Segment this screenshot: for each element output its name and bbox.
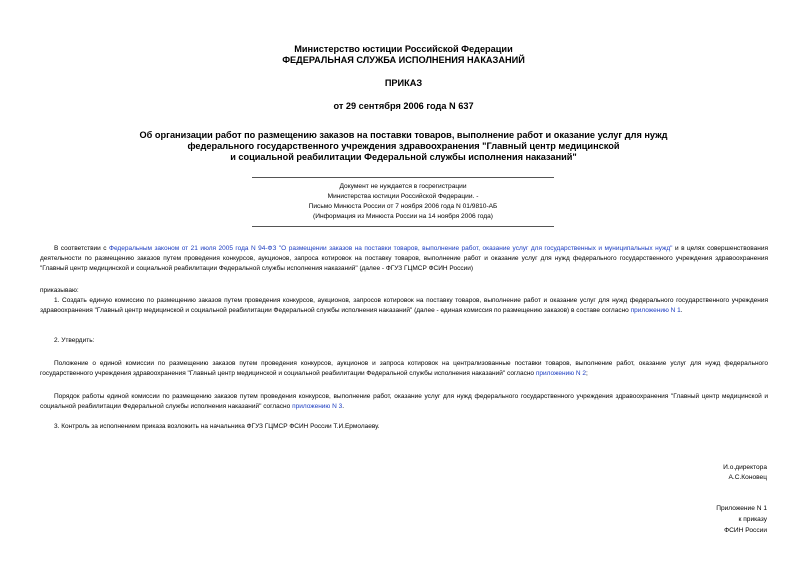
appendix-3-link[interactable]: приложению N 3 xyxy=(292,403,343,410)
item-2-heading: 2. Утвердить: xyxy=(54,337,95,344)
doc-title-line-3: и социальной реабилитации Федеральной службы исполнения наказаний" xyxy=(230,152,577,162)
federal-law-link[interactable]: Федеральным законом от 21 июля 2005 года N 94-ФЗ "О размещении заказов на поставки товаров, выполнение работ, оказание услуг для государственных и муниципальных нужд" xyxy=(109,245,673,252)
ministry-name: Министерство юстиции Российской Федерации xyxy=(294,44,513,54)
doc-date: от 29 сентября 2006 года N 637 xyxy=(333,101,474,111)
item-2b-end: . xyxy=(342,403,345,410)
preamble-paragraph xyxy=(40,244,768,274)
item-2a-end: ; xyxy=(586,370,588,377)
item-2b-paragraph xyxy=(40,392,768,412)
item-3-paragraph: 3. Контроль за исполнением приказа возложить на начальника ФГУЗ ГЦМСР ФСИН России Т.И.Ермолаеву. xyxy=(54,423,380,430)
item-2a-text: Положение о единой комиссии по размещению заказов путем проведения конкурсов, аукционов и запроса котировок на централизованные поставки товаров, выполнение работ, оказание услуг для нужд федерального государственного учреждения здравоохранения "Главный центр медицинской и социальной реабилитации Федеральной службы исполнения наказаний" согласно xyxy=(40,360,768,377)
registration-note-line-1: Документ не нуждается в госрегистрации xyxy=(339,183,467,190)
item-1-text: 1. Создать единую комиссию по размещению заказов путем проведения конкурсов, аукционов, запросов котировок на поставку товаров, выполнение работ и оказание услуг для нужд федерального государственного учреждения здравоохранения "Главный центр медицинской и социальной реабилитации Федеральной службы исполнения наказаний" (далее - единая комиссия по размещению заказов) в составе согласно xyxy=(40,297,768,314)
item-2b-text: Порядок работы единой комиссии по размещению заказов путем проведения конкурсов, выполнение работ, оказание услуг для нужд федерального государственного учреждения здравоохранения "Главный центр медицинской и социальной реабилитации Федеральной службы исполнения наказаний" согласно xyxy=(40,393,768,410)
item-1-end: . xyxy=(680,307,683,314)
appendix-1-link[interactable]: приложению N 1 xyxy=(630,307,681,314)
doc-type: ПРИКАЗ xyxy=(384,78,423,88)
signature-name: А.С.Коновец xyxy=(728,474,767,481)
appendix-line-2: к приказу xyxy=(738,516,767,523)
doc-title-line-2: федерального государственного учреждения здравоохранения "Главный центр медицинской xyxy=(187,141,620,151)
divider-bottom xyxy=(252,226,554,227)
registration-note-line-4: (Информация из Минюста России на 14 ноября 2006 года) xyxy=(313,213,493,220)
registration-note-line-3: Письмо Минюста России от 7 ноября 2006 года N 01/9810-АБ xyxy=(308,203,498,210)
doc-title-line-1: Об организации работ по размещению заказов на поставки товаров, выполнение работ и оказание услуг для нужд xyxy=(139,130,668,140)
appendix-line-1: Приложение N 1 xyxy=(716,505,767,512)
item-1-paragraph xyxy=(40,296,768,316)
preamble-end: и в целях совершенствования деятельности по размещению заказов путем проведения конкурсов, аукционов, запроса котировок на поставку товаров, выполнение работ и оказание услуг для нужд федерального государственного учреждения здравоохранения "Главный центр медицинской и социальной реабилитации Федеральной службы исполнения наказаний" (далее - ФГУЗ ГЦМСР ФСИН России) xyxy=(40,245,768,272)
item-2a-paragraph xyxy=(40,359,768,379)
signature-position: И.о.директора xyxy=(723,464,767,471)
appendix-line-3: ФСИН России xyxy=(724,527,767,534)
preamble-start: В соответствии с xyxy=(54,245,110,252)
divider-top xyxy=(252,177,554,178)
registration-note-line-2: Министерства юстиции Российской Федерации. - xyxy=(327,193,479,200)
appendix-2-link[interactable]: приложению N 2 xyxy=(535,370,586,377)
service-name: ФЕДЕРАЛЬНАЯ СЛУЖБА ИСПОЛНЕНИЯ НАКАЗАНИЙ xyxy=(282,55,525,65)
order-word: приказываю: xyxy=(40,287,79,294)
